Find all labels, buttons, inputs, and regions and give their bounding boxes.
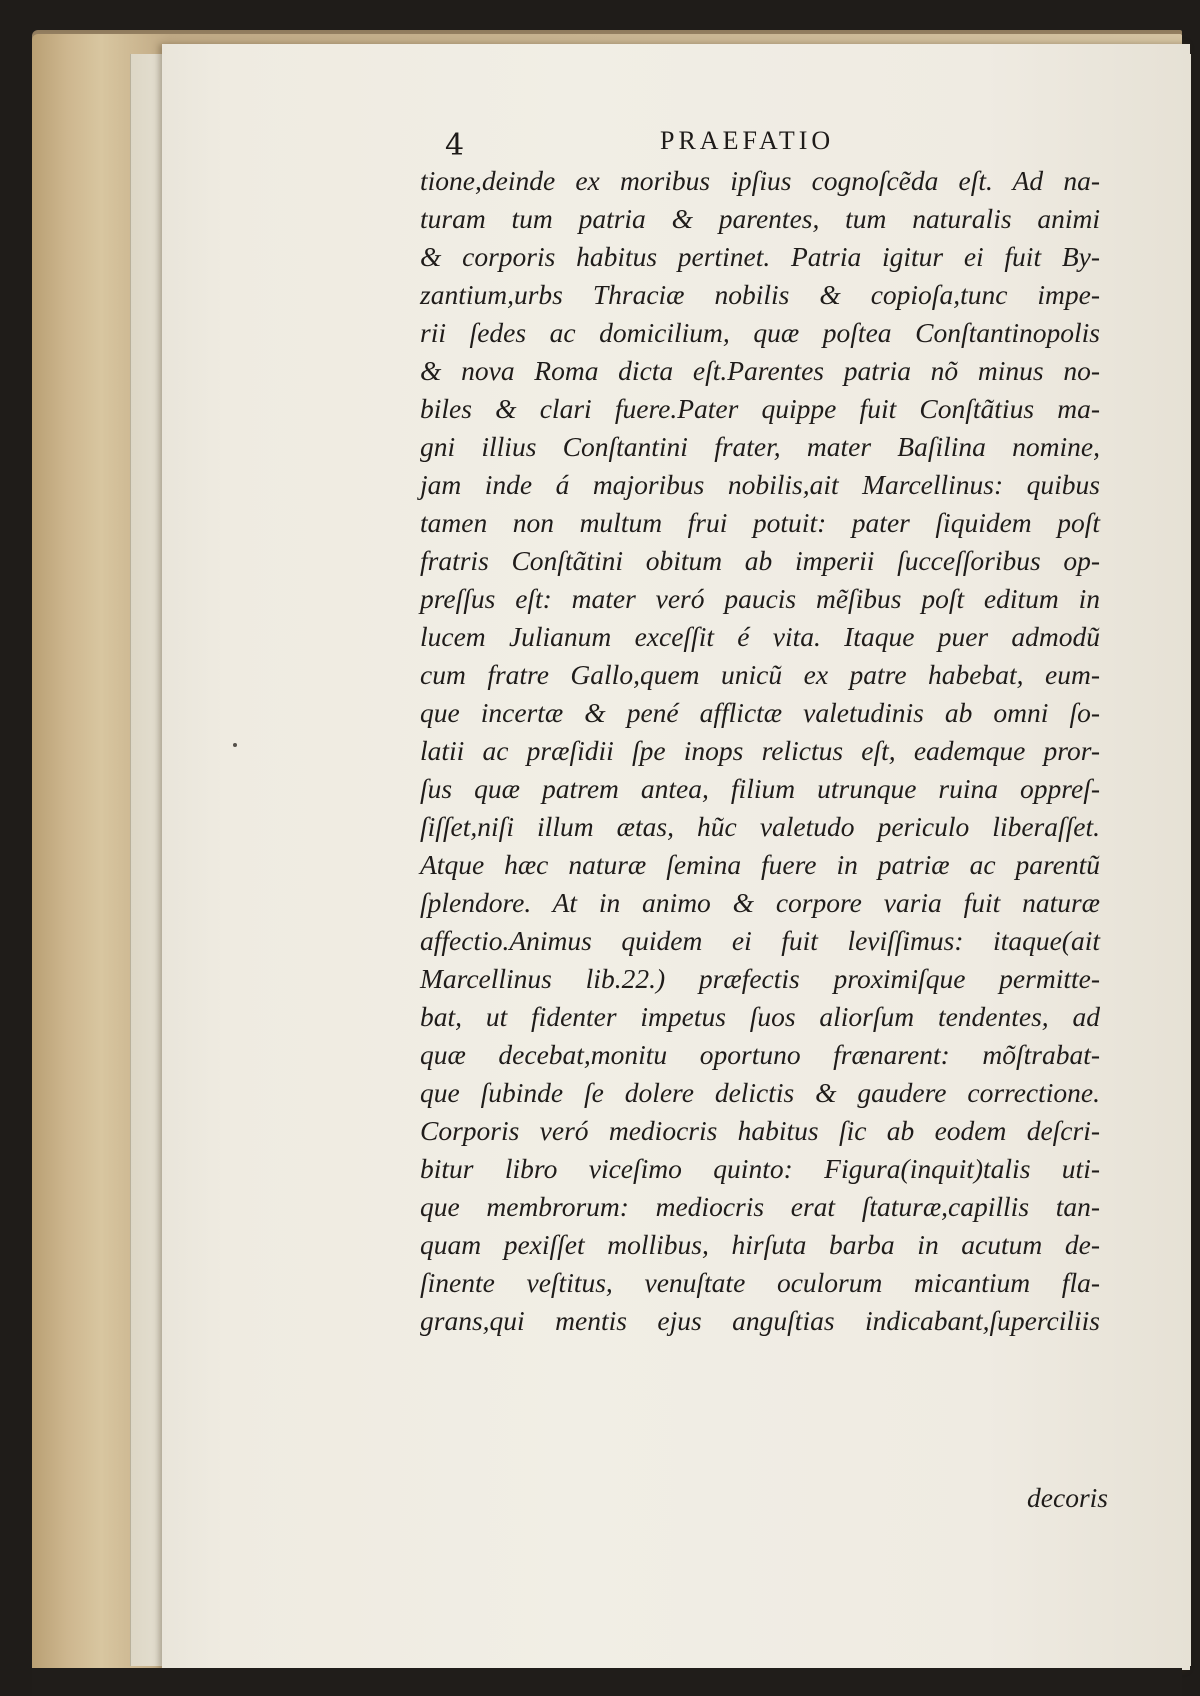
text-line: grans,qui mentis ejus anguſtias indicabant,ſuperciliis xyxy=(420,1305,1100,1336)
text-line: turam tum patria & parentes, tum naturalis animi xyxy=(420,203,1100,234)
text-line: preſſus eſt: mater veró paucis mẽſibus poſt editum in xyxy=(420,583,1100,614)
text-line: cum fratre Gallo,quem unicũ ex patre habebat, eum- xyxy=(420,659,1100,690)
text-line: Atque hæc naturæ ſemina fuere in patriæ ac parentũ xyxy=(420,849,1100,880)
text-line: ſplendore. At in animo & corpore varia fuit naturæ xyxy=(420,887,1100,918)
text-line: lucem Julianum exceſſit é vita. Itaque puer admodũ xyxy=(420,621,1100,652)
text-line: ſus quæ patrem antea, filium utrunque ruina oppreſ- xyxy=(420,773,1100,804)
text-line: & nova Roma dicta eſt.Parentes patria nõ minus no- xyxy=(420,355,1100,386)
text-line: latii ac præſidii ſpe inops relictus eſt, eademque pror- xyxy=(420,735,1100,766)
text-line: bat, ut fidenter impetus ſuos aliorſum tendentes, ad xyxy=(420,1001,1100,1032)
text-line: affectio.Animus quidem ei fuit leviſſimus: itaque(ait xyxy=(420,925,1100,956)
text-line: Marcellinus lib.22.) præfectis proximiſque permitte- xyxy=(420,963,1100,994)
text-line: tione,deinde ex moribus ipſius cognoſcẽda eſt. Ad na- xyxy=(420,165,1100,196)
text-line: rii ſedes ac domicilium, quæ poſtea Conſtantinopolis xyxy=(420,317,1100,348)
running-head: PRAEFATIO xyxy=(660,126,835,155)
text-line: tamen non multum frui potuit: pater ſiquidem poſt xyxy=(420,507,1100,538)
text-line: gni illius Conſtantini frater, mater Baſilina nomine, xyxy=(420,431,1100,462)
text-line: quæ decebat,monitu oportuno frænarent: mõſtrabat- xyxy=(420,1039,1100,1070)
text-line: & corporis habitus pertinet. Patria igitur ei fuit By- xyxy=(420,241,1100,272)
page-number: 4 xyxy=(445,128,465,163)
bottom-edge xyxy=(32,1668,1182,1696)
text-line: que ſubinde ſe dolere delictis & gaudere correctione. xyxy=(420,1077,1100,1108)
text-line: jam inde á majoribus nobilis,ait Marcellinus: quibus xyxy=(420,469,1100,500)
text-line: zantium,urbs Thraciæ nobilis & copioſa,tunc impe- xyxy=(420,279,1100,310)
text-line: que incertæ & pené afflictæ valetudinis ab omni ſo- xyxy=(420,697,1100,728)
ink-speck xyxy=(233,743,237,747)
body-text xyxy=(420,162,1100,1340)
text-line: ſiſſet,niſi illum ætas, hũc valetudo periculo liberaſſet. xyxy=(420,811,1100,842)
text-line: quam pexiſſet mollibus, hirſuta barba in acutum de- xyxy=(420,1229,1100,1260)
text-line: biles & clari fuere.Pater quippe fuit Conſtãtius ma- xyxy=(420,393,1100,424)
text-line: bitur libro viceſimo quinto: Figura(inquit)talis uti- xyxy=(420,1153,1100,1184)
catchword: decoris xyxy=(1027,1482,1108,1513)
text-line: fratris Conſtãtini obitum ab imperii ſucceſſoribus op- xyxy=(420,545,1100,576)
text-line: Corporis veró mediocris habitus ſic ab eodem deſcri- xyxy=(420,1115,1100,1146)
text-line: que membrorum: mediocris erat ſtaturæ,capillis tan- xyxy=(420,1191,1100,1222)
text-line: ſinente veſtitus, venuſtate oculorum micantium fla- xyxy=(420,1267,1100,1298)
